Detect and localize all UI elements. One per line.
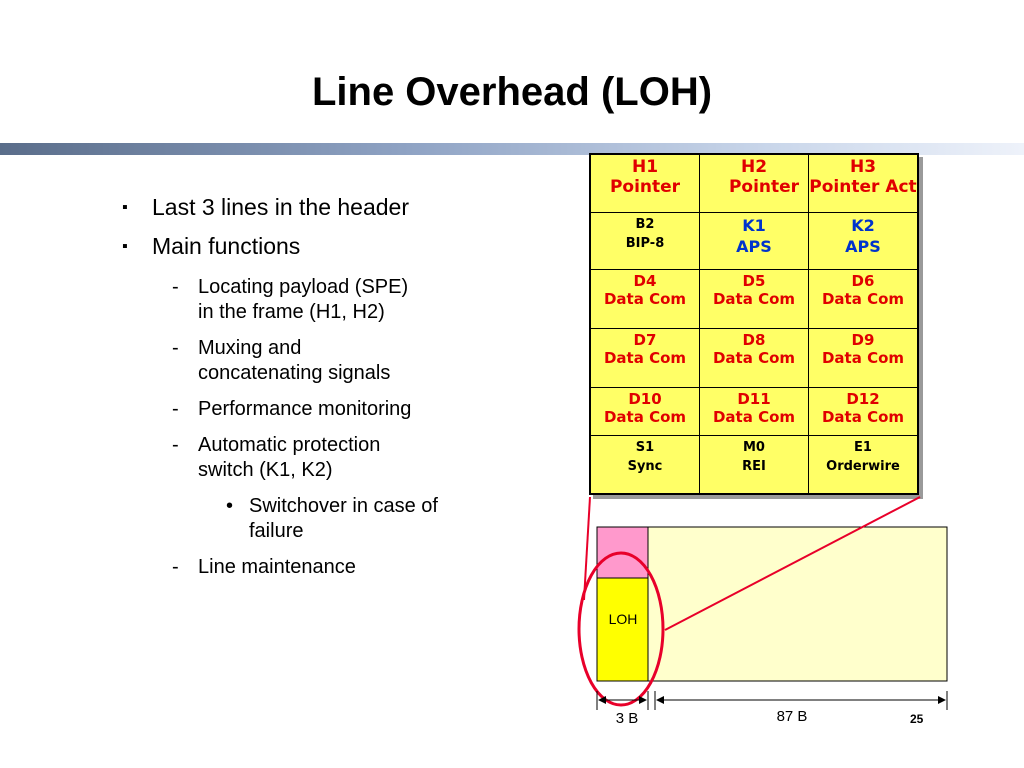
- sub-bullet-line: concatenating signals: [198, 362, 391, 384]
- table-cell-h3: H3 Pointer Act: [809, 154, 919, 213]
- table-cell-d10: D10 Data Com: [590, 388, 700, 436]
- sub-bullet-line: Muxing and: [198, 337, 302, 359]
- bullet-text: Last 3 lines in the header: [152, 194, 410, 220]
- square-bullet-icon: ▪: [122, 199, 128, 216]
- dot-bullet-icon: •: [226, 495, 234, 517]
- dash-bullet-icon: -: [172, 556, 179, 578]
- dash-bullet-icon: -: [172, 276, 179, 298]
- table-cell-d12: D12 Data Com: [809, 388, 919, 436]
- table-cell-d9: D9 Data Com: [809, 329, 919, 388]
- table-cell-d5: D5 Data Com: [700, 270, 809, 329]
- table-cell-d7: D7 Data Com: [590, 329, 700, 388]
- table-cell-k1: K1 APS: [700, 213, 809, 270]
- sub-sub-bullet-line: Switchover in case of: [249, 495, 438, 517]
- arrow-right-icon: [938, 696, 946, 704]
- slide-title: Line Overhead (LOH): [311, 70, 713, 114]
- table-cell-e1: E1 Orderwire: [809, 436, 919, 495]
- sub-bullet-line: Line maintenance: [198, 556, 356, 578]
- arrow-right-icon: [639, 696, 647, 704]
- table-cell-d8: D8 Data Com: [700, 329, 809, 388]
- dash-bullet-icon: -: [172, 337, 179, 359]
- table-cell-d11: D11 Data Com: [700, 388, 809, 436]
- dash-bullet-icon: -: [172, 398, 179, 420]
- table-cell-k2: K2 APS: [809, 213, 919, 270]
- sub-bullet-line: Automatic protection: [198, 434, 381, 456]
- table-cell-b2: B2 BIP-8: [590, 213, 700, 270]
- table-cell-h1: H1 Pointer: [590, 154, 700, 213]
- sub-bullet-line: in the frame (H1, H2): [198, 301, 385, 323]
- dim-overhead-label: 3 B: [615, 710, 639, 727]
- table-cell-h2: H2 Pointer: [700, 154, 809, 213]
- loh-label: LOH: [608, 611, 638, 627]
- page-number: 25: [910, 712, 924, 726]
- bullet-text: Main functions: [152, 233, 301, 259]
- sub-sub-bullet-line: failure: [249, 520, 304, 542]
- arrow-left-icon: [656, 696, 664, 704]
- square-bullet-icon: ▪: [122, 238, 128, 255]
- table-cell-d4: D4 Data Com: [590, 270, 700, 329]
- dim-payload-label: 87 B: [776, 708, 808, 725]
- table-cell-m0: M0 REI: [700, 436, 809, 495]
- table-cell-s1: S1 Sync: [590, 436, 700, 495]
- sub-bullet-line: switch (K1, K2): [198, 459, 333, 481]
- sub-bullet-line: Locating payload (SPE): [198, 276, 409, 298]
- dash-bullet-icon: -: [172, 434, 179, 456]
- frame-loh-block: [597, 578, 648, 681]
- table-cell-d6: D6 Data Com: [809, 270, 919, 329]
- sub-bullet-line: Performance monitoring: [198, 398, 412, 420]
- frame-payload-area: [597, 527, 947, 681]
